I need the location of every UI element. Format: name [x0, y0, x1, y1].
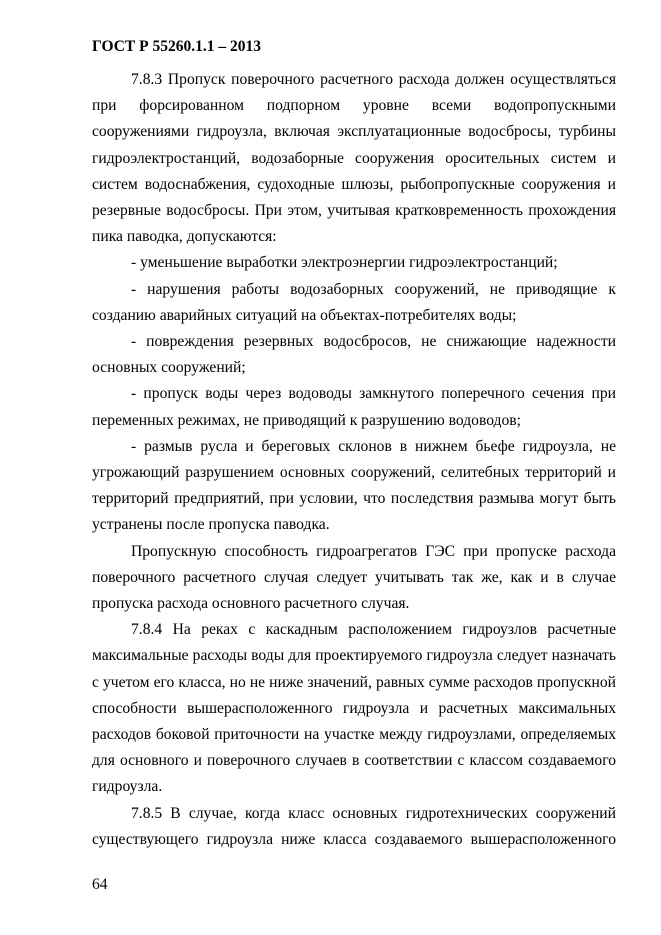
list-item-water-intake: - нарушения работы водозаборных сооружений, не приводящие к созданию аварийных ситуаций на объектах-потребителях воды;: [92, 280, 616, 324]
page-number: 64: [92, 876, 108, 893]
paragraph-7-8-5: 7.8.5 В случае, когда класс основных гидротехнических сооружений существующего гидроузла ниже класса создаваемого вышерасположенного: [92, 804, 616, 848]
document-body: [92, 67, 616, 853]
paragraph-7-8-4: 7.8.4 На реках с каскадным расположением гидроузлов расчетные максимальные расходы воды для проектируемого гидроузла следует назначать с учетом его класса, но не ниже значений, равных сумме расходов пропускной способности вышерасположенного гидроузла и расчетных максимальных расходов боковой приточности на участке между гидроузлами, определяемых для основного и поверочного случаев в соответствии с классом создаваемого гидроузла.: [92, 621, 616, 796]
list-item-conduits: - пропуск воды через водоводы замкнутого поперечного сечения при переменных режимах, не приводящий к разрушению водоводов;: [92, 385, 616, 429]
paragraph-7-8-3: 7.8.3 Пропуск поверочного расчетного расхода должен осуществляться при форсированном подпорном уровне всеми водопропускными сооружениями гидроузла, включая эксплуатационные водосбросы, турбины гидроэлектростанций, водозаборные сооружения оросительных систем и систем водоснабжения, судоходные шлюзы, рыбопропускные сооружения и резервные водосбросы. При этом, учитывая кратковременность прохождения пика паводка, допускаются:: [92, 71, 616, 246]
list-item-energy-reduction: - уменьшение выработки электроэнергии гидроэлектростанций;: [131, 254, 558, 272]
document-header: ГОСТ Р 55260.1.1 – 2013: [92, 38, 261, 55]
list-item-reserve-spillways: - повреждения резервных водосбросов, не снижающие надежности основных сооружений;: [92, 333, 616, 377]
list-item-channel-erosion: - размыв русла и береговых склонов в нижнем бьефе гидроузла, не угрожающий разрушением основных сооружений, селитебных территорий и территорий предприятий, при условии, что последствия размыва могут быть устранены после пропуска паводка.: [92, 437, 616, 534]
paragraph-turbine-capacity: Пропускную способность гидроагрегатов ГЭС при пропуске расхода поверочного расчетного случая следует учитывать так же, как и в случае пропуска расхода основного расчетного случая.: [92, 542, 616, 613]
